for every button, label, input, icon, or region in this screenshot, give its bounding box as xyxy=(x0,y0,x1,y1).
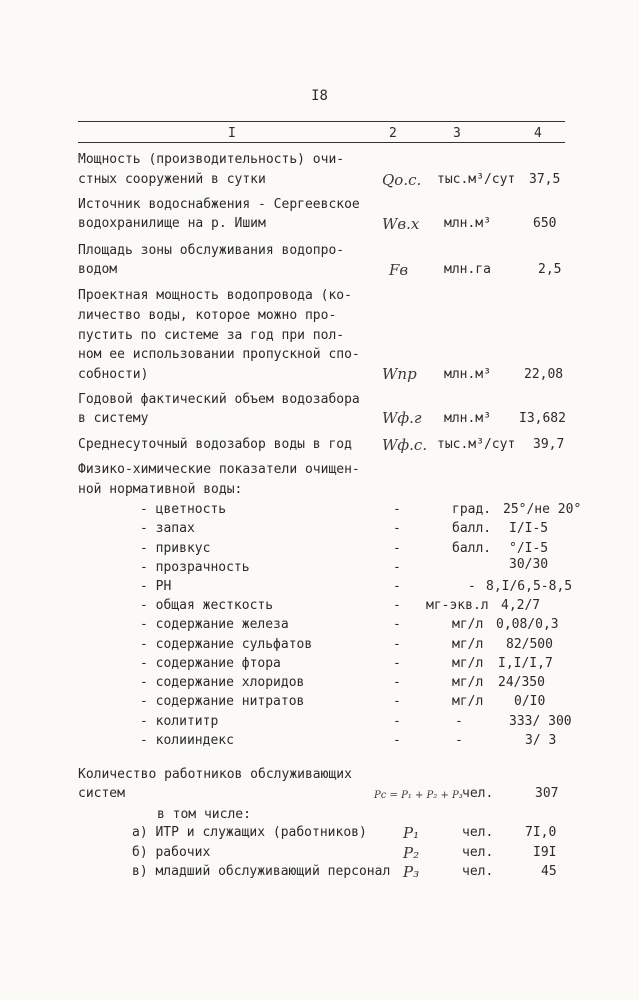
indicator-name: - содержание фтора xyxy=(140,656,281,671)
row-symbol: Qо.с. xyxy=(382,171,422,189)
row-value: 22,08 xyxy=(524,367,564,382)
indicator-name: - содержание хлоридов xyxy=(140,675,305,690)
workers-item-value: 45 xyxy=(541,864,557,879)
indicator-dash: - xyxy=(393,579,401,594)
indicator-value: I/I-5 xyxy=(509,521,549,536)
row-text-line: Площадь зоны обслуживания водопро- xyxy=(78,243,345,258)
indicator-dash: - xyxy=(393,656,401,671)
indicator-name: - колититр xyxy=(140,714,219,729)
indicator-value: I,I/I,7 xyxy=(498,656,553,671)
row-value: 37,5 xyxy=(529,172,561,187)
workers-text-line: Количество работников обслуживающих xyxy=(78,767,352,782)
page-number: I8 xyxy=(311,88,328,104)
workers-item-unit: чел. xyxy=(462,864,494,879)
row-symbol: Fв xyxy=(389,261,409,279)
indicator-value: 8,I/6,5-8,5 xyxy=(486,579,573,594)
indicator-dash: - xyxy=(393,541,401,556)
row-text-line: личество воды, которое можно про- xyxy=(78,308,337,323)
indicator-value: 30/30 xyxy=(509,557,549,572)
workers-item-label: б) рабочих xyxy=(132,845,211,860)
indicator-dash: - xyxy=(393,714,401,729)
workers-item-unit: чел. xyxy=(462,845,494,860)
indicator-value: 24/350 xyxy=(498,675,545,690)
workers-item-label: в) младший обслуживающий персонал xyxy=(132,864,391,879)
workers-item-value: I9I xyxy=(533,845,557,860)
indicator-dash: - xyxy=(393,521,401,536)
col-header-2: 2 xyxy=(389,126,397,141)
workers-value: 307 xyxy=(535,786,559,801)
workers-incl-label: в том числе: xyxy=(157,807,251,822)
indicator-dash: - xyxy=(393,675,401,690)
row-unit: млн.м³ xyxy=(444,216,491,231)
indicator-value: 25°/не 20° xyxy=(503,502,582,517)
row-unit: млн.м³ xyxy=(444,411,491,426)
indicator-dash: - xyxy=(393,617,401,632)
table-header-rule xyxy=(78,142,565,143)
workers-item-value: 7I,0 xyxy=(525,825,557,840)
row-unit: тыс.м³/сут xyxy=(437,172,516,187)
row-symbol: Wпр xyxy=(382,365,417,383)
row-value: 2,5 xyxy=(538,262,562,277)
indicator-name: - содержание нитратов xyxy=(140,694,305,709)
indicator-unit: - xyxy=(468,579,476,594)
indicator-unit: мг-экв.л xyxy=(426,598,489,613)
indicator-name: - содержание железа xyxy=(140,617,289,632)
workers-item-symbol: P₂ xyxy=(403,844,420,862)
workers-item-unit: чел. xyxy=(462,825,494,840)
indicator-unit: балл. xyxy=(452,521,492,536)
indicator-unit: мг/л xyxy=(452,637,484,652)
indicator-value: 4,2/7 xyxy=(501,598,541,613)
row-text-line: ном ее использовании пропускной спо- xyxy=(78,347,360,362)
col-header-1: I xyxy=(228,126,236,141)
workers-item-symbol: P₃ xyxy=(403,863,420,881)
workers-text-line: систем xyxy=(78,786,125,801)
indicator-unit: - xyxy=(455,733,463,748)
workers-item-symbol: P₁ xyxy=(403,824,420,842)
indicator-name: - прозрачность xyxy=(140,560,250,575)
row-text-line: собности) xyxy=(78,367,149,382)
workers-unit: чел. xyxy=(462,786,494,801)
indicator-name: - запах xyxy=(140,521,195,536)
indicator-value: 82/500 xyxy=(506,637,553,652)
indicator-unit: балл. xyxy=(452,541,492,556)
row-value: 650 xyxy=(533,216,557,231)
row-unit: млн.га xyxy=(444,262,491,277)
row-text-line: пустить по системе за год при пол- xyxy=(78,328,345,343)
row-text-line: Мощность (производительность) очи- xyxy=(78,152,345,167)
row-text-line: в систему xyxy=(78,411,149,426)
row-text-line: Источник водоснабжения - Сергеевское xyxy=(78,197,360,212)
indicator-dash: - xyxy=(393,733,401,748)
row-symbol: Wв.х xyxy=(382,215,420,233)
indicator-name: - общая жесткость xyxy=(140,598,274,613)
indicator-unit: мг/л xyxy=(452,617,484,632)
indicator-value: 0,08/0,3 xyxy=(496,617,559,632)
indicator-unit: - xyxy=(455,714,463,729)
row-text-line: ной нормативной воды: xyxy=(78,482,243,497)
row-unit: тыс.м³/сут xyxy=(437,437,516,452)
row-text-line: стных сооружений в сутки xyxy=(78,172,266,187)
indicator-value: 333/ 300 xyxy=(509,714,572,729)
row-text-line: Годовой фактический объем водозабора xyxy=(78,392,360,407)
table-top-rule xyxy=(78,121,565,122)
row-text-line: Физико-химические показатели очищен- xyxy=(78,462,360,477)
indicator-unit: мг/л xyxy=(452,656,484,671)
indicator-name: - колииндекс xyxy=(140,733,234,748)
col-header-4: 4 xyxy=(534,126,542,141)
row-value: 39,7 xyxy=(533,437,565,452)
indicator-name: - содержание сульфатов xyxy=(140,637,313,652)
workers-item-label: а) ИТР и служащих (работников) xyxy=(132,825,367,840)
row-text-line: водохранилище на р. Ишим xyxy=(78,216,266,231)
indicator-name: - привкус xyxy=(140,541,211,556)
indicator-dash: - xyxy=(393,598,401,613)
row-symbol: Wф.с. xyxy=(382,436,428,454)
indicator-value: 3/ 3 xyxy=(525,733,557,748)
indicator-unit: мг/л xyxy=(452,675,484,690)
indicator-name: - цветность xyxy=(140,502,227,517)
workers-formula: Pс = P₁ + P₂ + P₃ xyxy=(374,790,463,801)
row-text-line: Среднесуточный водозабор воды в год xyxy=(78,437,352,452)
indicator-unit: град. xyxy=(452,502,492,517)
indicator-dash: - xyxy=(393,502,401,517)
indicator-value: °/I-5 xyxy=(509,541,549,556)
indicator-unit: мг/л xyxy=(452,694,484,709)
row-text-line: водом xyxy=(78,262,118,277)
row-value: I3,682 xyxy=(519,411,566,426)
indicator-value: 0/I0 xyxy=(514,694,546,709)
row-text-line: Проектная мощность водопровода (ко- xyxy=(78,288,352,303)
indicator-dash: - xyxy=(393,694,401,709)
indicator-dash: - xyxy=(393,637,401,652)
row-unit: млн.м³ xyxy=(444,367,491,382)
row-symbol: Wф.г xyxy=(382,409,422,427)
col-header-3: 3 xyxy=(453,126,461,141)
indicator-name: - РН xyxy=(140,579,172,594)
indicator-dash: - xyxy=(393,560,401,575)
